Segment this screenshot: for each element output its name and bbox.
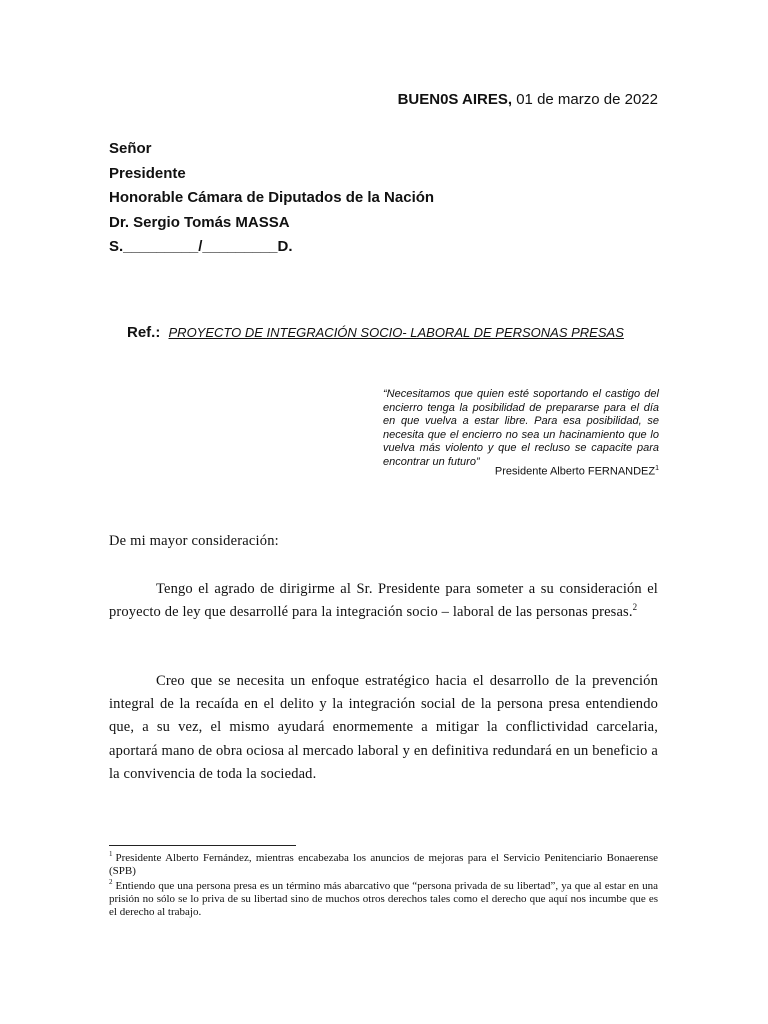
greeting: De mi mayor consideración: (109, 533, 279, 549)
reference-label: Ref.: (127, 324, 161, 341)
epigraph-author-name: Presidente Alberto FERNANDEZ (494, 465, 656, 478)
date-line (398, 91, 658, 108)
footnote-text: Presidente Alberto Fernández, mientras encabezaba los anuncios de mejoras para el Servicio Penitenciario Bonaerense (SPB) (109, 852, 658, 877)
footnote-item (109, 880, 658, 919)
addressee-title: Presidente (109, 164, 186, 182)
date-text: 01 de marzo de 2022 (516, 91, 658, 108)
epigraph-quote: “Necesitamos que quien esté soportando el castigo del encierro tenga la posibilidad de prepararse para el día en que vuelva a estar libre. Para esa posibilidad, se necesita que el encierro no sea un hacinamiento que lo vuelva más violento y que el recluso se capacite para encontrar un futuro” (383, 388, 659, 468)
addressee-salutation: Señor (109, 140, 152, 157)
paragraph-text: Tengo el agrado de dirigirme al Sr. Presidente para someter a su consideración el proyecto de ley que desarrollé para la integración socio – laboral de las personas presas. (109, 581, 658, 621)
body-paragraph (109, 578, 658, 624)
reference-line (127, 324, 624, 341)
footnote-ref-2[interactable]: 2 (632, 602, 638, 613)
addressee-institution: Honorable Cámara de Diputados de la Nación (109, 189, 435, 206)
footnote-number: 1 (109, 850, 113, 859)
footnote-ref-1[interactable]: 1 (655, 465, 659, 472)
reference-subject: PROYECTO DE INTEGRACIÓN SOCIO- LABORAL DE PERSONAS PRESAS (168, 325, 624, 340)
body-paragraph: Creo que se necesita un enfoque estratégico hacia el desarrollo de la prevención integral de la recaída en el delito y la integración social de la persona presa entendiendo que, a su vez, el mismo ayudará enormemente a mitigar la conflictividad carcelaria, aportará mano de obra ociosa al mercado laboral y en definitiva redundará en un beneficio a la convivencia de toda la sociedad. (109, 673, 658, 782)
footnote-divider (109, 845, 296, 846)
footnote-item (109, 852, 658, 878)
city-label: BUEN0S AIRES, (397, 91, 513, 108)
addressee-sd-line: S._________/_________D. (109, 238, 293, 255)
addressee-name: Dr. Sergio Tomás MASSA (109, 213, 290, 231)
footnote-text: Entiendo que una persona presa es un término más abarcativo que “persona privada de su libertad”, ya que al estar en una prisión no sólo se lo priva de su libertad sino de muchos otros derechos tales como el derecho que aquí nos incumbe que es el derecho al trabajo. (109, 880, 658, 918)
footnote-number: 2 (109, 878, 113, 887)
epigraph-author (383, 465, 659, 478)
addressee-block (109, 137, 434, 260)
